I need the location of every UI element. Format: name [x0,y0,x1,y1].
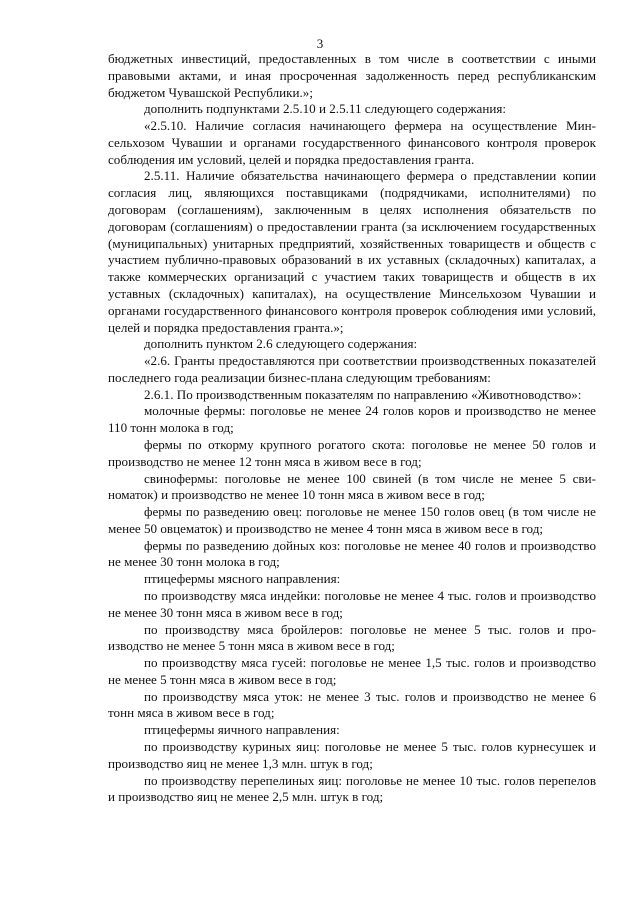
document-paragraph: 2.6.1. По производственным показателям по направлению «Животноводство»: [144,386,582,402]
document-paragraph: по производству мяса уток: не менее 3 тыс. голов и производство не менее 6 тонн мяса в живом весе в год; [108,688,596,721]
document-paragraph: дополнить пунктом 2.6 следующего содержания: [144,336,418,352]
document-paragraph: фермы по разведению овец: поголовье не менее 150 голов овец (в том числе не менее 50 овцематок) и производство не менее 4 тонн мяса в живом весе в год; [108,504,596,536]
document-paragraph: птицефермы яичного направления: [144,722,340,738]
document-paragraph: по производству куриных яиц: поголовье не менее 5 тыс. голов курнесушек и производство яиц не менее 1,3 млн. штук в год; [108,739,596,771]
page-number: 3 [316,36,324,51]
document-paragraph: птицефермы мясного направления: [144,571,341,587]
document-paragraph: 2.5.11. Наличие обязательства начинающего фермера о представлении копии согласия лиц, являющихся поставщиками (подрядчиками, исполнителями) по договорам (соглашениям), заключенным в целях исполнения обязательств по договорам (соглашениям) о предоставлении гранта (за исключением государственных (муниципальных) унитарных предприятий, хозяйственных товариществ и обществ с участием публично-правовых образований в их уставных (складочных) капиталах, а также коммерческих организаций с участием таких товариществ и обществ в их уставных (складочных) капиталах), на осуществление Минсельхозом Чувашии и органами государственного финансового контроля проверок соблюдения ими условий, целей и порядка предоставления гранта.»; [108,168,596,335]
document-paragraph: свинофермы: поголовье не менее 100 свиней (в том числе не менее 5 свиноматок) и производство не менее 10 тонн мяса в живом весе в год; [108,470,596,503]
document-paragraph: молочные фермы: поголовье не менее 24 голов коров и производство не менее 110 тонн молока в год; [108,403,596,436]
document-paragraph: по производству мяса гусей: поголовье не менее 1,5 тыс. голов и производство не менее 5 тонн мяса в живом весе в год; [108,655,596,687]
document-paragraph: фермы по разведению дойных коз: поголовье не менее 40 голов и производство не менее 30 тонн молока в год; [108,537,596,570]
document-paragraph: «2.6. Гранты предоставляются при соответствии производственных показателей последнего года реализации бизнес-плана следующим требованиям: [108,353,596,385]
document-paragraph: бюджетных инвестиций, предоставленных в том числе в соответствии с иными правовыми актами, и иная просроченная задолженность перед республиканским бюджетом Чувашской Республики.»; [108,51,596,100]
document-paragraph: по производству мяса индейки: поголовье не менее 4 тыс. голов и производство не менее 30 тонн мяса в живом весе в год; [108,588,596,620]
document-paragraph: по производству мяса бройлеров: поголовье не менее 5 тыс. голов и производство не менее 5 тонн мяса в живом весе в год; [108,621,596,654]
document-paragraph: по производству перепелиных яиц: поголовье не менее 10 тыс. голов перепелов и производство яиц не менее 2,5 млн. штук в год; [108,772,596,805]
document-paragraph: «2.5.10. Наличие согласия начинающего фермера на осуществление Минсельхозом Чувашии и органами государственного финансового контроля проверок соблюдения им условий, целей и порядка предоставления гранта. [108,118,596,167]
document-paragraph: дополнить подпунктами 2.5.10 и 2.5.11 следующего содержания: [144,101,507,117]
document-paragraph: фермы по откорму крупного рогатого скота: поголовье не менее 50 голов и производство не менее 12 тонн мяса в живом весе в год; [108,436,596,469]
document-body [108,51,596,806]
